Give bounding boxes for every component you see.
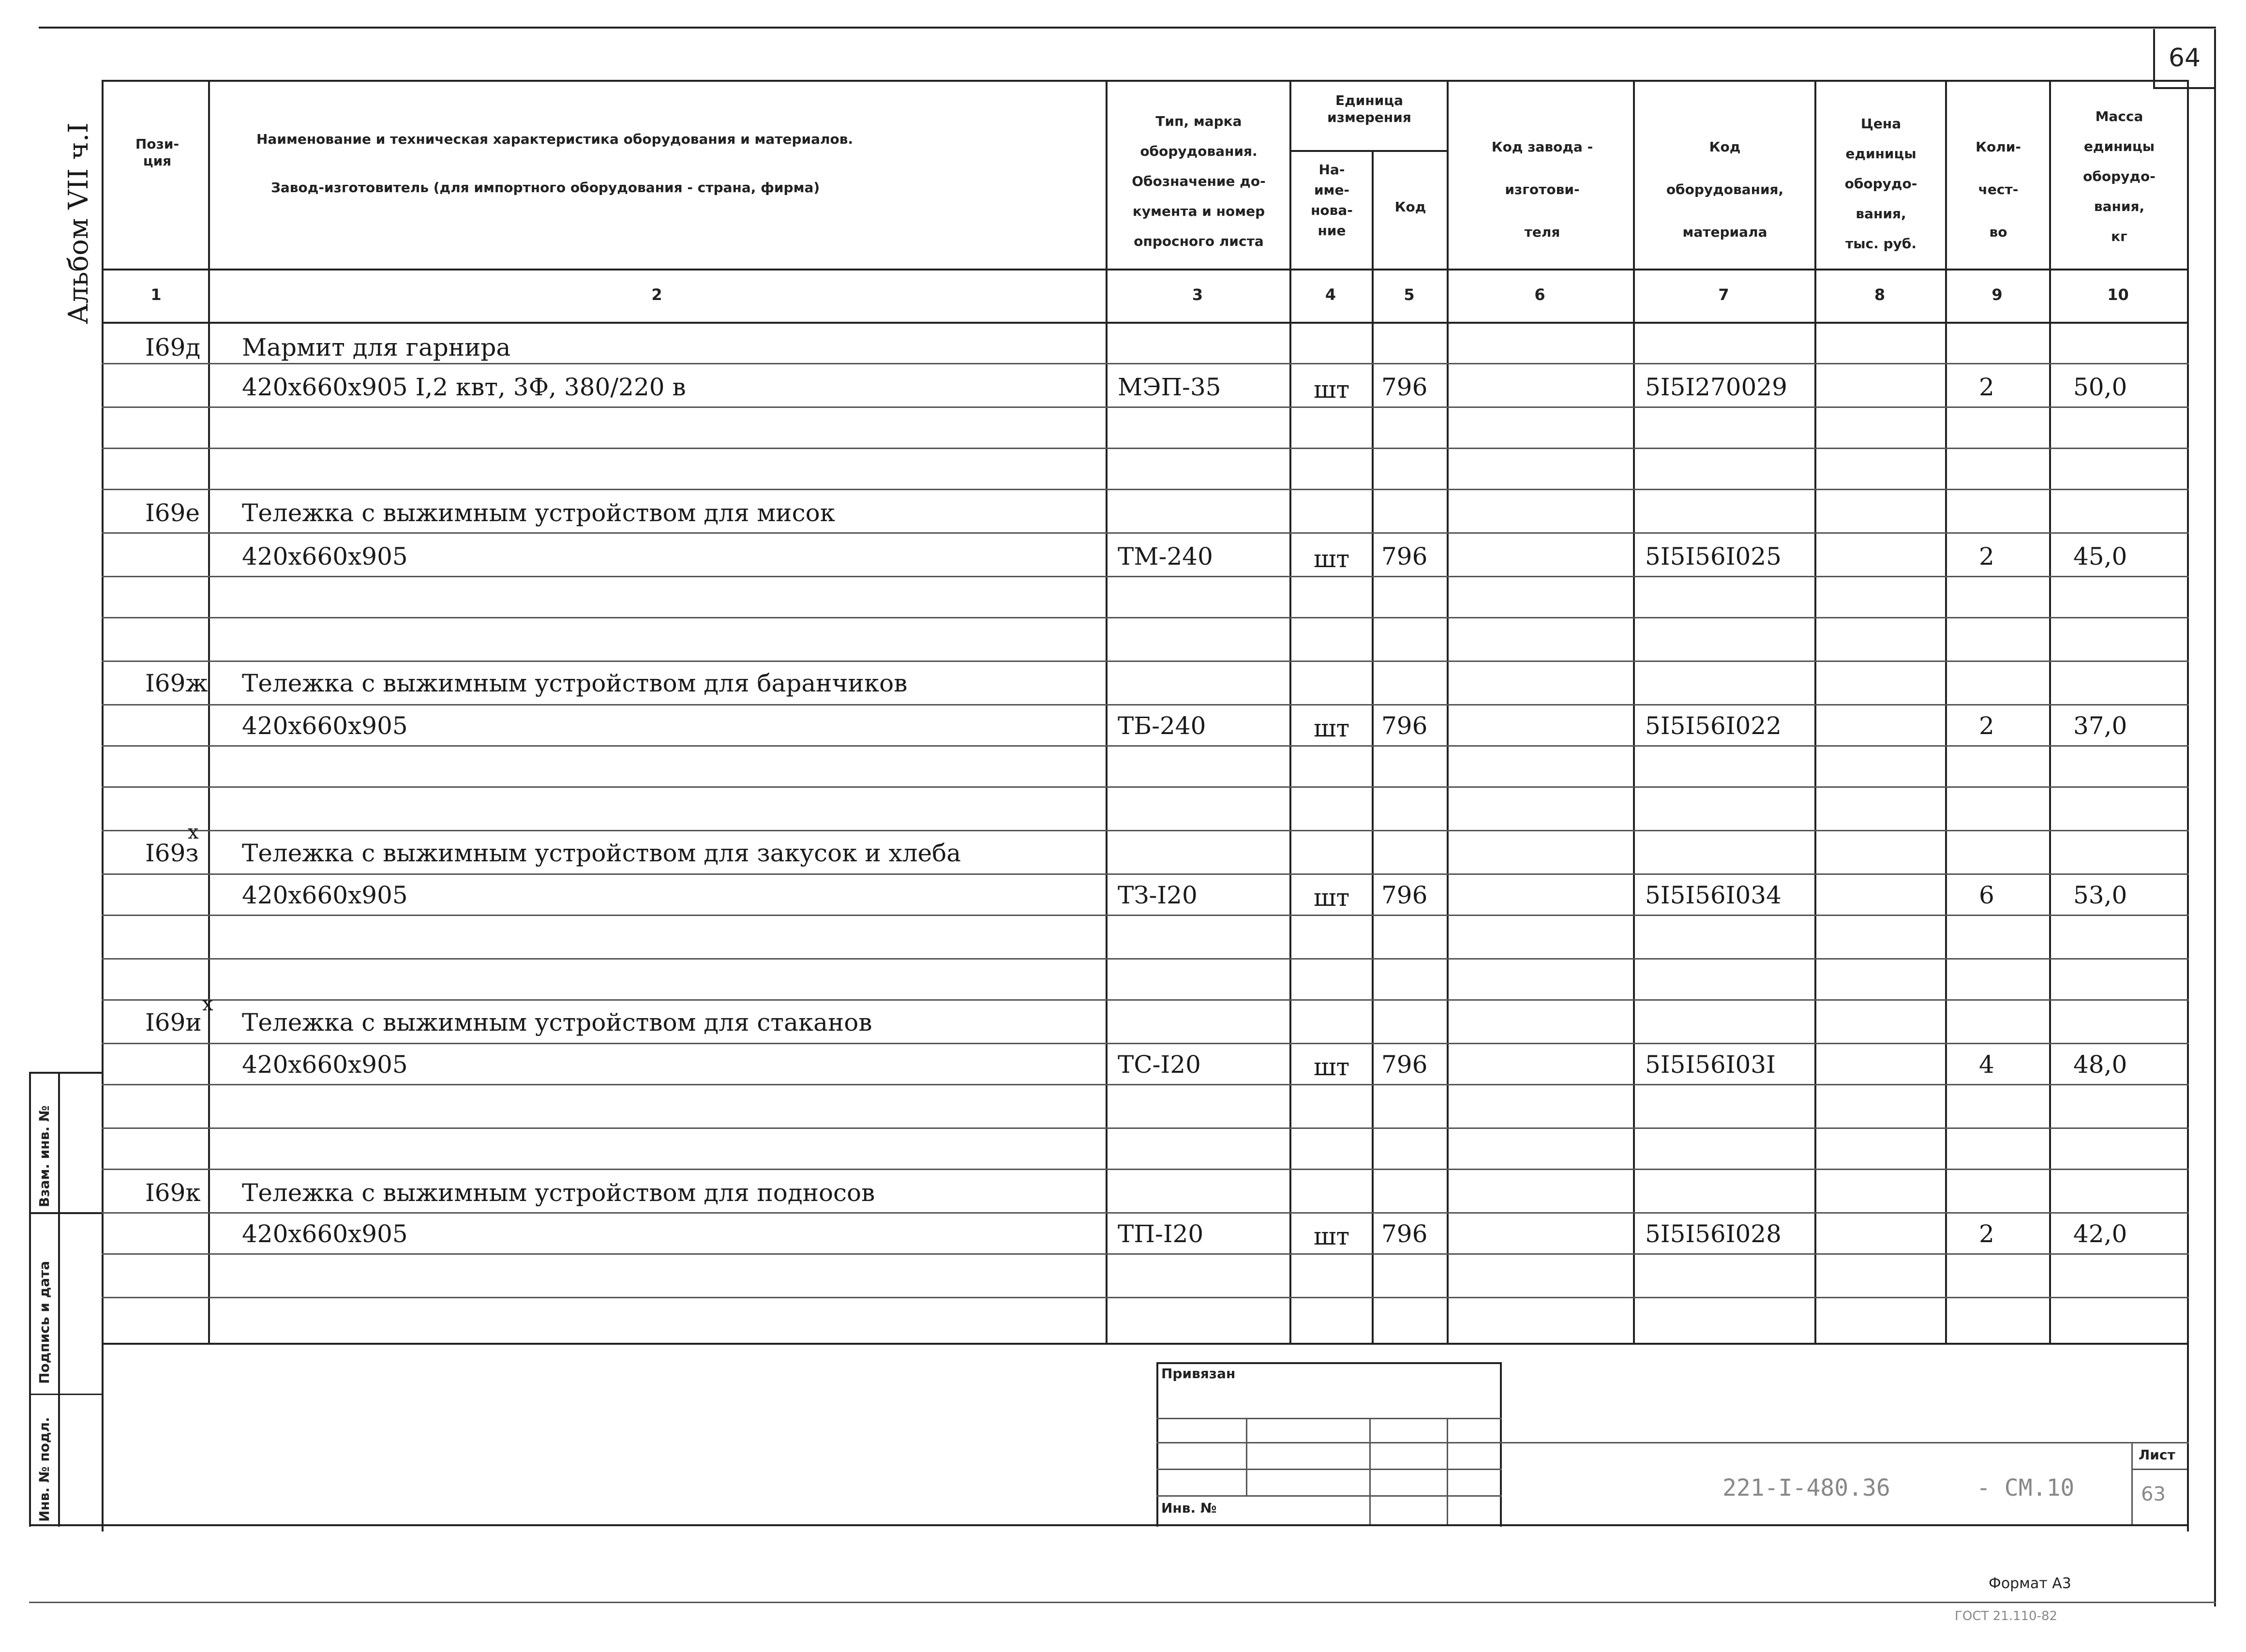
colnum-bottom	[102, 322, 2189, 324]
stamp-inv-podl: Инв. № подл.	[36, 1417, 52, 1522]
item-quantity: 2	[1979, 1220, 1994, 1248]
colnum-5: 5	[1404, 285, 1415, 304]
item-equipment-code: 5I5I56I03I	[1645, 1051, 1776, 1079]
row-line	[102, 617, 2189, 618]
item-mass: 50,0	[2073, 373, 2127, 401]
col-sep-2	[1106, 80, 1108, 1345]
item-equipment-code: 5I5I270029	[1645, 373, 1787, 401]
tb-list-line	[2131, 1469, 2187, 1470]
item-unit: шт	[1314, 375, 1350, 404]
item-mass: 42,0	[2073, 1220, 2127, 1248]
colnum-6: 6	[1534, 285, 1545, 304]
col-sep-4	[1372, 150, 1374, 1345]
tb-col	[1246, 1418, 1247, 1495]
item-spec: 420x660x905	[242, 1220, 408, 1248]
header-price: Цена единицы оборудо- вания, тыс. руб.	[1844, 116, 1917, 252]
colnum-10: 10	[2107, 285, 2129, 304]
item-equipment-code: 5I5I56I028	[1645, 1220, 1782, 1248]
item-unit-code: 796	[1381, 712, 1428, 740]
item-name: Мармит для гарнира	[242, 333, 511, 361]
row-line	[102, 745, 2189, 747]
item-spec: 420x660x905 I,2 квт, 3Ф, 380/220 в	[242, 373, 686, 401]
row-line	[102, 999, 2189, 1001]
header-position: Пози- ция	[135, 136, 180, 169]
tb-col	[1369, 1418, 1371, 1524]
item-quantity: 2	[1979, 542, 1994, 571]
tb-left	[1156, 1362, 1158, 1527]
item-type: ТМ-240	[1118, 542, 1213, 571]
row-line	[102, 1043, 2189, 1044]
row-line	[102, 363, 2189, 364]
tb-list-label: Лист	[2139, 1447, 2175, 1463]
unit-subheader-line	[1289, 150, 1449, 152]
row-line	[102, 1127, 2189, 1129]
item-type: ТЗ-I20	[1118, 881, 1198, 909]
colnum-3: 3	[1192, 285, 1203, 304]
row-line	[102, 661, 2189, 662]
album-label: Альбом VII ч.I	[63, 122, 94, 324]
item-quantity: 4	[1979, 1051, 1994, 1079]
item-mass: 37,0	[2073, 712, 2127, 740]
item-quantity: 6	[1979, 881, 1994, 909]
row-line	[102, 1169, 2189, 1170]
footer-gost: ГОСТ 21.110-82	[1955, 1609, 2058, 1623]
header-factory-code: Код завода - изготови- теля	[1491, 139, 1593, 240]
item-mass: 48,0	[2073, 1051, 2127, 1079]
tb-inv-no: Инв. №	[1161, 1500, 1217, 1516]
item-equipment-code: 5I5I56I022	[1645, 712, 1782, 740]
stamp-vzam-inv: Взам. инв. №	[36, 1105, 52, 1207]
tb-right	[1500, 1362, 1502, 1527]
col-sep-3	[1289, 80, 1291, 1345]
header-equipment-code: Код оборудования, материала	[1666, 139, 1784, 240]
row-line	[102, 576, 2189, 577]
tb-doc-code: 221-I-480.36	[1722, 1474, 1890, 1502]
item-equipment-code: 5I5I56I034	[1645, 881, 1782, 909]
stamp-sep-2	[29, 1394, 102, 1395]
item-spec: 420x660x905	[242, 542, 408, 571]
item-unit: шт	[1314, 884, 1350, 912]
item-unit: шт	[1314, 545, 1350, 573]
tb-list-col	[2131, 1442, 2133, 1524]
right-border	[2214, 29, 2216, 1607]
item-unit-code: 796	[1381, 542, 1428, 571]
col-sep-8	[1945, 80, 1947, 1345]
col-sep-1	[208, 80, 210, 1345]
item-name: Тележка с выжимным устройством для закусок и хлеба	[242, 839, 961, 867]
tb-col	[1447, 1418, 1448, 1524]
item-quantity: 2	[1979, 712, 1994, 740]
tb-line	[1156, 1418, 1502, 1419]
item-equipment-code: 5I5I56I025	[1645, 542, 1782, 571]
top-border	[39, 27, 2216, 29]
tb-line	[1156, 1442, 2189, 1443]
stamp-sep-1	[29, 1212, 102, 1214]
header-mass: Масса единицы оборудо- вания, кг	[2083, 108, 2156, 244]
table-top-border	[102, 80, 2189, 82]
x-mark: x	[202, 993, 213, 1015]
tb-line	[1156, 1469, 1502, 1470]
tb-privyazan: Привязан	[1161, 1366, 1236, 1382]
item-position: I69д	[145, 333, 201, 361]
row-line	[102, 1253, 2189, 1255]
table-right-border	[2187, 80, 2189, 1532]
item-quantity: 2	[1979, 373, 1994, 401]
page-num-box-bottom	[2153, 87, 2216, 89]
tb-doc-suffix: - СМ.10	[1976, 1474, 2075, 1502]
item-unit: шт	[1314, 714, 1350, 742]
row-line	[102, 704, 2189, 706]
item-position: I69з	[145, 839, 199, 867]
table-bottom	[102, 1343, 2189, 1345]
row-line	[102, 1212, 2189, 1214]
item-type: ТП-I20	[1118, 1220, 1204, 1248]
tb-list-value: 63	[2141, 1483, 2166, 1505]
item-unit: шт	[1314, 1222, 1350, 1250]
item-unit-code: 796	[1381, 881, 1428, 909]
frame-bottom	[29, 1524, 2189, 1526]
item-type: ТБ-240	[1118, 712, 1206, 740]
item-name: Тележка с выжимным устройством для баранчиков	[242, 669, 908, 697]
row-line	[102, 915, 2189, 916]
item-name: Тележка с выжимным устройством для подносов	[242, 1179, 875, 1207]
row-line	[102, 489, 2189, 490]
header-unit-code: Код	[1394, 199, 1426, 215]
colnum-2: 2	[651, 285, 662, 304]
item-spec: 420x660x905	[242, 712, 408, 740]
tb-line	[1156, 1495, 1502, 1497]
row-line	[102, 958, 2189, 960]
item-mass: 45,0	[2073, 542, 2127, 571]
row-line	[102, 873, 2189, 875]
item-position: I69е	[145, 499, 200, 527]
colnum-8: 8	[1874, 285, 1886, 304]
header-type: Тип, марка оборудования. Обозначение до- кумента и номер опросного листа	[1132, 113, 1266, 249]
stamp-col-left	[29, 1072, 31, 1527]
header-name-line2: Завод-изготовитель (для импортного оборудования - страна, фирма)	[271, 180, 820, 195]
colnum-1: 1	[150, 285, 162, 304]
row-line	[102, 532, 2189, 534]
item-type: ТС-I20	[1118, 1051, 1201, 1079]
row-line	[102, 448, 2189, 449]
stamp-podpis: Подпись и дата	[36, 1261, 52, 1384]
stamp-col-mid	[58, 1072, 60, 1527]
row-line	[102, 406, 2189, 408]
row-line	[102, 1084, 2189, 1085]
item-unit-code: 796	[1381, 1220, 1428, 1248]
header-unit-name: На- име- нова- ние	[1311, 162, 1353, 239]
header-quantity: Коли- чест- во	[1976, 139, 2021, 240]
bottom-rule	[29, 1602, 2216, 1603]
col-sep-9	[2049, 80, 2051, 1345]
header-name-line1: Наименование и техническая характеристика оборудования и материалов.	[256, 131, 853, 147]
item-type: МЭП-35	[1118, 373, 1221, 401]
item-position: I69ж	[145, 669, 208, 697]
item-unit: шт	[1314, 1053, 1350, 1081]
tb-top	[1156, 1362, 1502, 1364]
item-unit-code: 796	[1381, 1051, 1428, 1079]
item-name: Тележка с выжимным устройством для стаканов	[242, 1008, 872, 1036]
row-line	[102, 786, 2189, 788]
item-position: I69к	[145, 1179, 201, 1207]
stamp-col-top	[29, 1072, 102, 1074]
page-number: 64	[2168, 44, 2201, 73]
x-mark: x	[188, 821, 199, 843]
item-spec: 420x660x905	[242, 1051, 408, 1079]
col-sep-7	[1814, 80, 1816, 1345]
col-sep-6	[1633, 80, 1635, 1345]
row-line	[102, 1297, 2189, 1298]
item-mass: 53,0	[2073, 881, 2127, 909]
item-unit-code: 796	[1381, 373, 1428, 401]
col-sep-5	[1447, 80, 1449, 1345]
item-position: I69и	[145, 1008, 202, 1036]
header-unit: Единица измерения	[1327, 92, 1411, 125]
colnum-4: 4	[1325, 285, 1336, 304]
table-left-border	[102, 80, 104, 1532]
item-spec: 420x660x905	[242, 881, 408, 909]
item-name: Тележка с выжимным устройством для мисок	[242, 499, 835, 527]
colnum-9: 9	[1991, 285, 2003, 304]
header-bottom	[102, 269, 2189, 270]
colnum-7: 7	[1718, 285, 1729, 304]
footer-format: Формат А3	[1989, 1575, 2071, 1592]
row-line	[102, 830, 2189, 831]
